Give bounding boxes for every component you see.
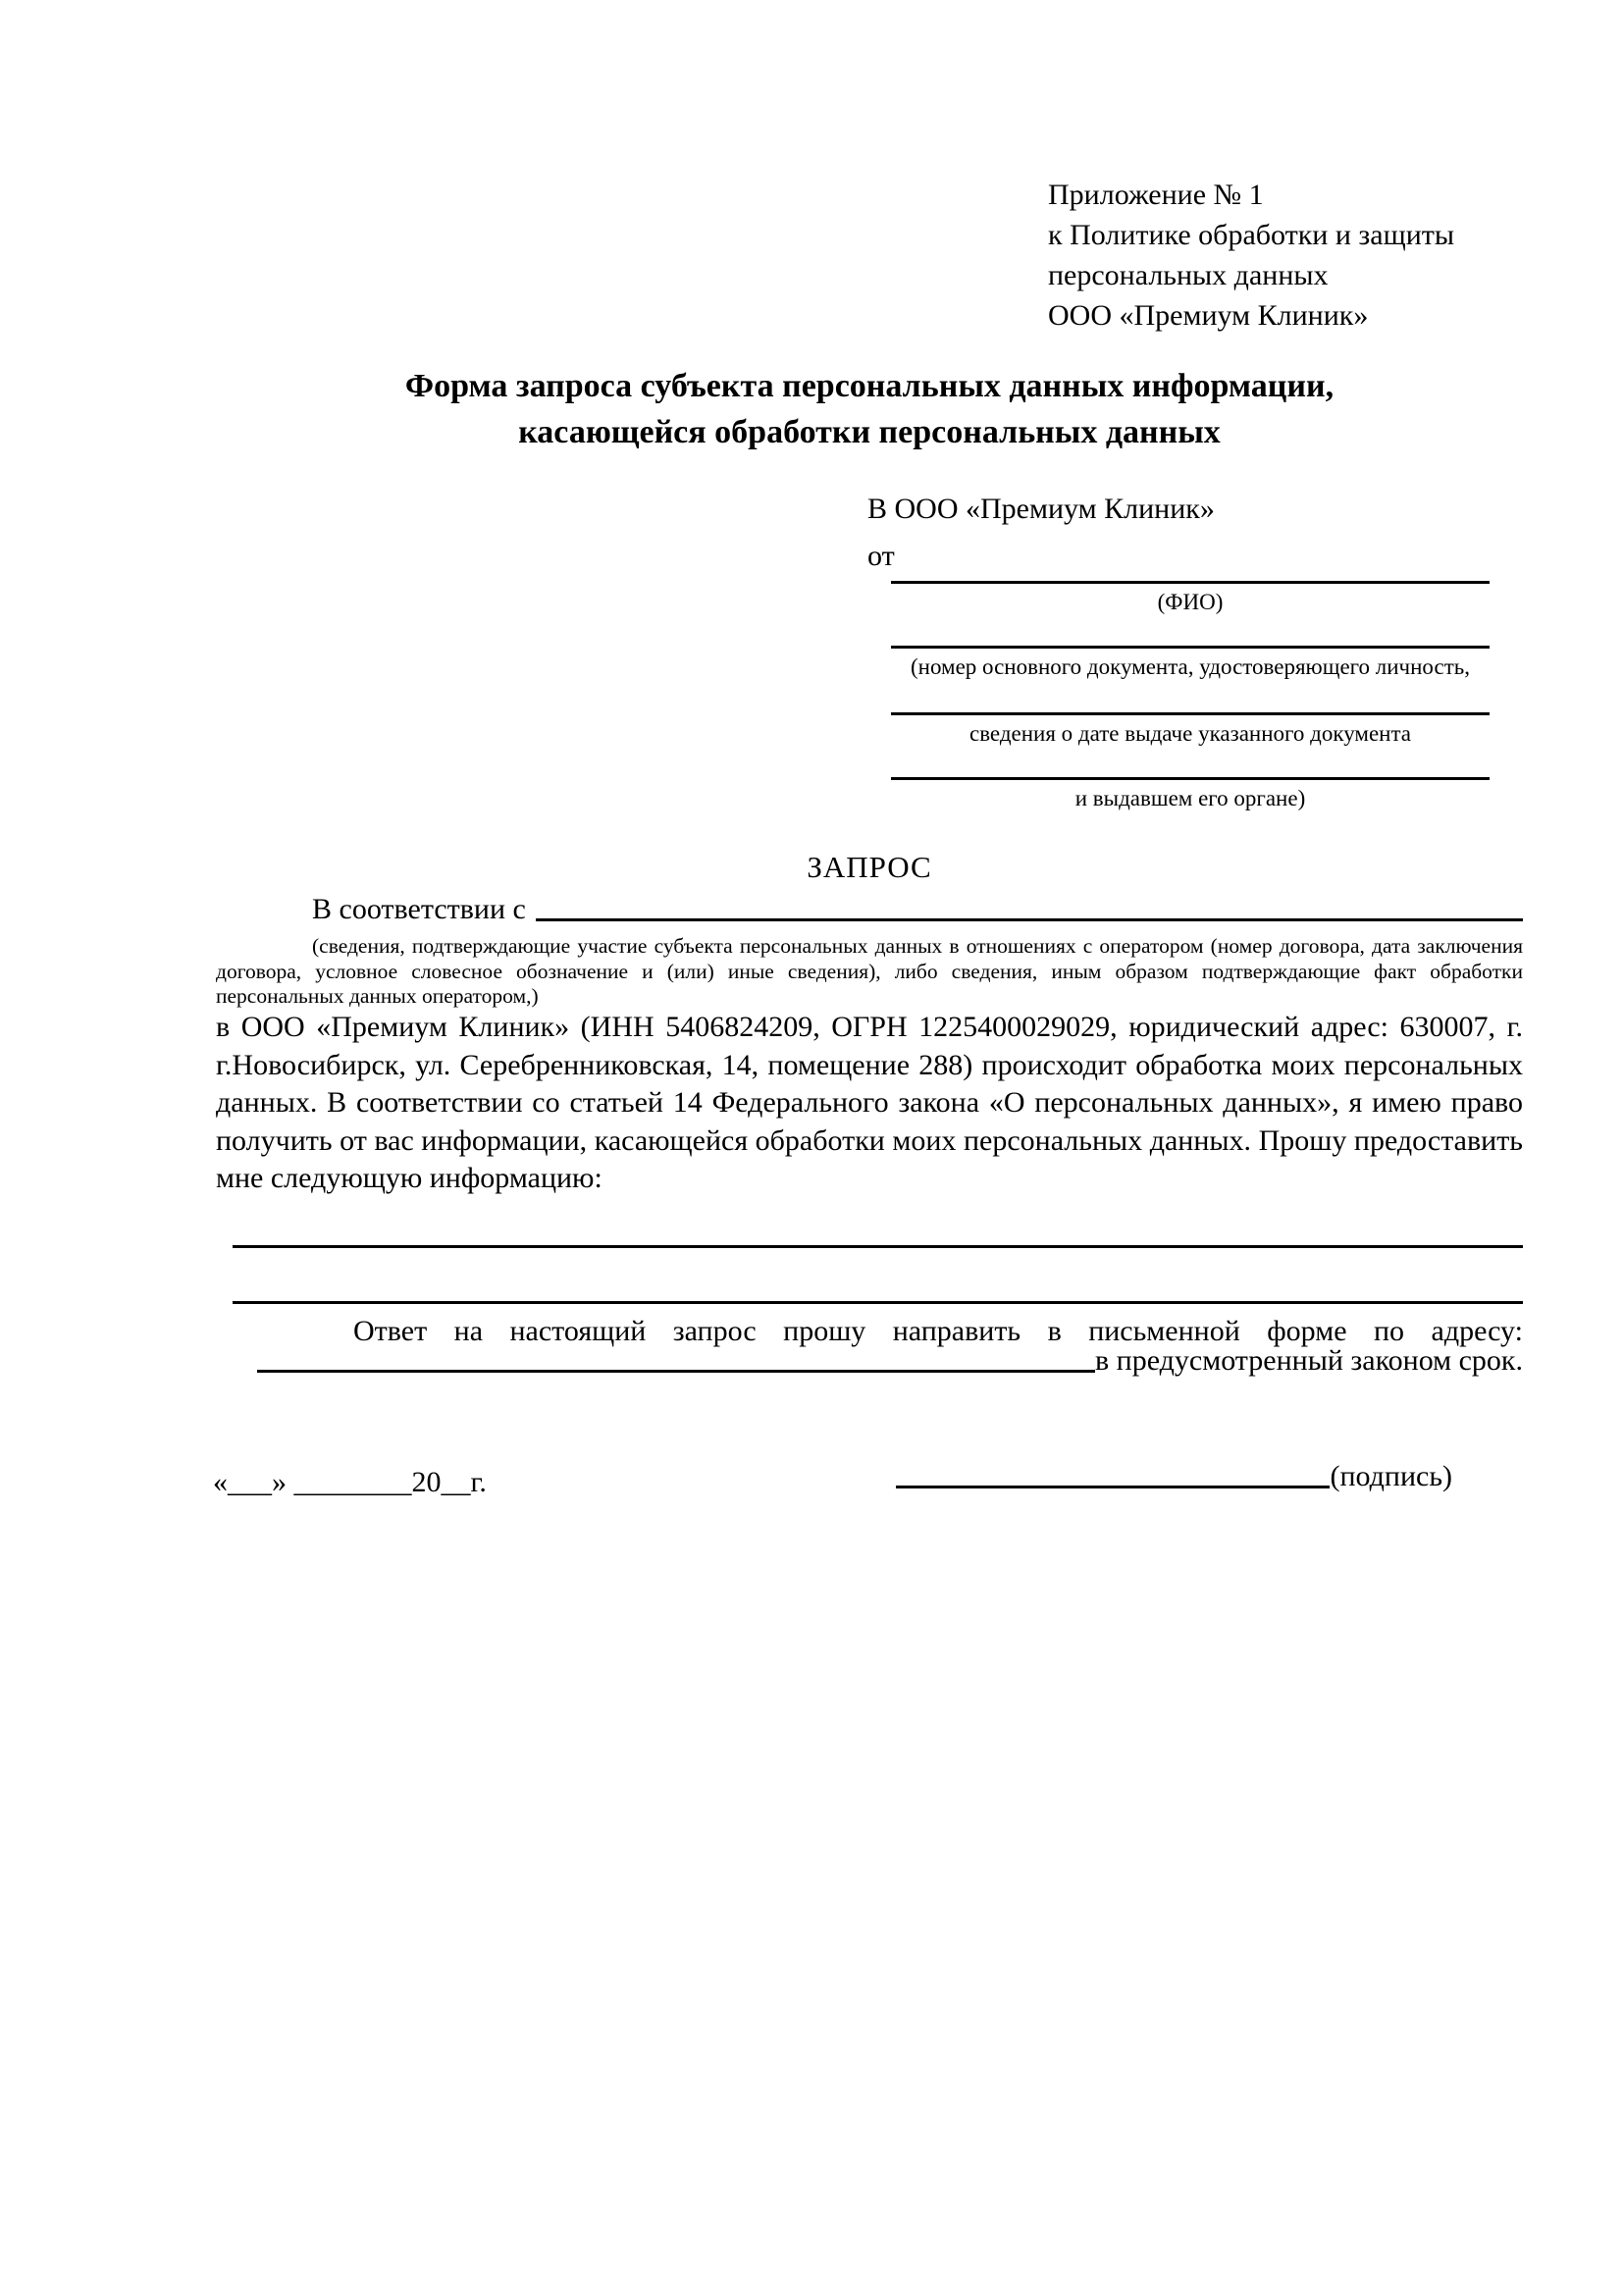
request-heading: ЗАПРОС bbox=[807, 850, 932, 884]
appendix-line: к Политике обработки и защиты bbox=[1048, 219, 1455, 251]
signature-row bbox=[896, 1460, 1452, 1493]
signature-caption: (подпись) bbox=[1330, 1460, 1452, 1492]
reply-suffix: в предусмотренный законом срок. bbox=[1095, 1344, 1523, 1377]
document-title bbox=[216, 363, 1523, 455]
issue-date-blank-line bbox=[891, 712, 1490, 715]
fio-caption: (ФИО) bbox=[1157, 590, 1224, 614]
addressee-to: В ООО «Премиум Клиник» bbox=[867, 493, 1215, 525]
reply-sentence: Ответ на настоящий запрос прошу направить в письменной форме по адресу: bbox=[353, 1315, 1523, 1347]
request-body: в ООО «Премиум Клиник» (ИНН 5406824209, ОГРН 1225400029029, юридический адрес: 630007, г. г.Новосибирск, ул. Серебренниковская, 14, помещение 288) происходит обработка моих персональных данных. В соответствии со статьей 14 Федерального закона «О персональных данных», я имею право получить от вас информации, касающейся обработки моих персональных данных. Прошу предоставить мне следующую информацию: bbox=[216, 1011, 1523, 1194]
appendix-line: Приложение № 1 bbox=[1048, 179, 1264, 211]
appendix-header bbox=[1048, 175, 1454, 336]
signature-blank-line bbox=[896, 1486, 1330, 1488]
date-blank: «___» ________20__г. bbox=[213, 1466, 487, 1498]
accordance-label: В соответствии с bbox=[312, 893, 526, 925]
appendix-line: ООО «Премиум Клиник» bbox=[1048, 299, 1369, 332]
issue-date-caption: сведения о дате выдаче указанного документа bbox=[969, 721, 1412, 746]
document-title-line: касающейся обработки персональных данных bbox=[518, 414, 1221, 450]
fio-blank-line bbox=[891, 581, 1490, 584]
issuing-authority-blank-line bbox=[891, 777, 1490, 780]
accordance-footnote: (сведения, подтверждающие участие субъекта персональных данных в отношениях с оператором (номер договора, дата заключения договора, условное словесное обозначение и (или) иные сведения), либо сведения, иным образом подтверждающие факт обработки персональных данных оператором,) bbox=[216, 934, 1523, 1008]
document-number-caption: (номер основного документа, удостоверяющего личность, bbox=[910, 654, 1470, 679]
reply-address-blank-line bbox=[257, 1370, 1095, 1373]
appendix-line: персональных данных bbox=[1048, 259, 1329, 291]
info-blank-line-1 bbox=[233, 1245, 1523, 1248]
issuing-authority-caption: и выдавшем его органе) bbox=[1074, 786, 1306, 810]
document-number-blank-line bbox=[891, 646, 1490, 649]
addressee-from-label: от bbox=[867, 540, 895, 572]
accordance-blank-line bbox=[536, 918, 1523, 921]
document-title-line: Форма запроса субъекта персональных данных информации, bbox=[404, 368, 1335, 404]
info-blank-line-2 bbox=[233, 1301, 1523, 1304]
accordance-row bbox=[216, 893, 1523, 926]
reply-address-row bbox=[257, 1344, 1523, 1378]
